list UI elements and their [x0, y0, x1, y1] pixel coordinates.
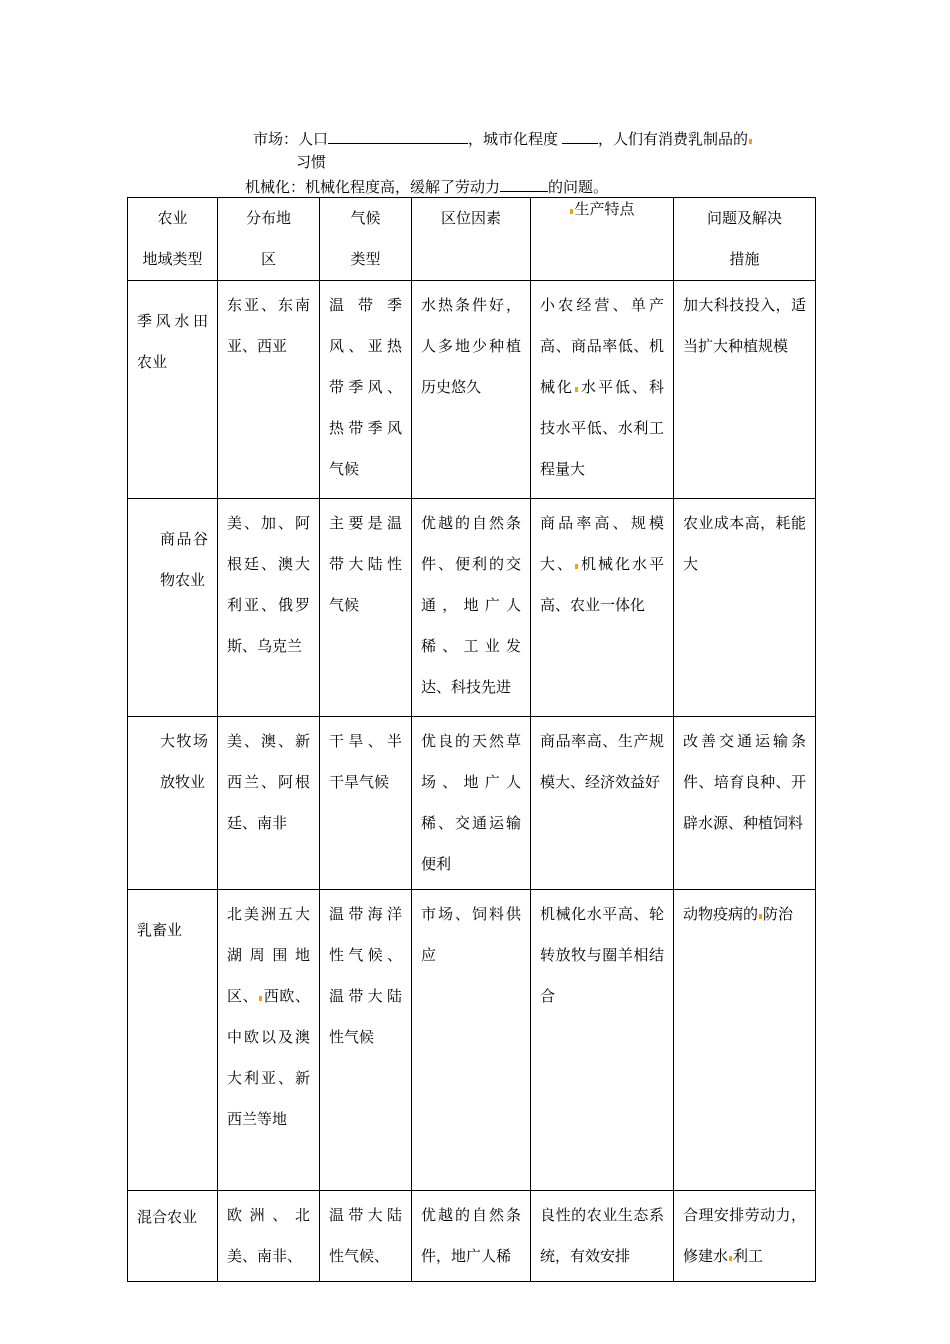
- cell-type: 商品谷物农业: [128, 499, 218, 717]
- cell-issues: 动物疫病的 防治: [674, 890, 816, 1191]
- cell-issues: 农业成本高，耗能大: [674, 499, 816, 717]
- marker-dot: [749, 139, 752, 144]
- table-row: [128, 1191, 816, 1282]
- cell-region: 美、加、阿根廷、澳大利亚、俄罗斯、乌克兰: [218, 499, 320, 717]
- cell-features: 商品率高、规模大、 机械化水平高、农业一体化: [531, 499, 674, 717]
- cell-factors: 市场、饲料供应: [412, 890, 531, 1191]
- marker-dot: [575, 387, 578, 392]
- blank-population: [328, 127, 468, 144]
- cell-type: 大牧场放牧业: [128, 717, 218, 890]
- table-row: [128, 717, 816, 890]
- cell-features: 商品率高、生产规模大、经济效益好: [531, 717, 674, 890]
- market-line: 市场：人口 ，城市化程度 ，人们有消费乳制品的: [253, 127, 753, 150]
- cell-region: 美、澳、新西兰、阿根廷、南非: [218, 717, 320, 890]
- cell-factors: 优越的自然条件，地广人稀: [412, 1191, 531, 1282]
- cell-climate: 干旱、半干旱气候: [320, 717, 412, 890]
- cell-features: 小农经营、单产高、商品率低、机械化 水平低、科技水平低、水利工程量大: [531, 281, 674, 499]
- cell-issues: 合理安排劳动力，修建水 利工: [674, 1191, 816, 1282]
- cell-features: 良性的农业生态系统，有效安排: [531, 1191, 674, 1282]
- table-row: [128, 890, 816, 1191]
- cell-region: 欧洲、北美、南非、: [218, 1191, 320, 1282]
- header-issues: 问题及解决 措施: [674, 198, 816, 281]
- cell-climate: 温带海洋性气候、温带大陆性气候: [320, 890, 412, 1191]
- table-row: [128, 499, 816, 717]
- cell-factors: 优越的自然条件、便利的交通，地广人稀、工业发达、科技先进: [412, 499, 531, 717]
- cell-type: 季风水田农业: [128, 281, 218, 499]
- marker-dot: [575, 564, 578, 569]
- cell-region: 北美洲五大湖周围地区、 西欧、中欧以及澳大利亚、新西兰等地: [218, 890, 320, 1191]
- header-region: 分布地 区: [218, 198, 320, 281]
- blank-labor: [500, 175, 548, 192]
- cell-climate: 温带季风、亚热带季风、热带季风气候: [320, 281, 412, 499]
- marker-dot: [759, 914, 762, 919]
- header-row: [128, 198, 816, 281]
- cell-factors: 优良的天然草场、地广人稀、交通运输便利: [412, 717, 531, 890]
- agriculture-table: [127, 197, 816, 1282]
- cell-issues: 改善交通运输条件、培育良种、开辟水源、种植饲料: [674, 717, 816, 890]
- cell-type: 乳畜业: [128, 890, 218, 1191]
- market-wrap-line: 习惯: [296, 153, 327, 171]
- marker-dot: [729, 1256, 732, 1261]
- cell-factors: 水热条件好，人多地少种植历史悠久: [412, 281, 531, 499]
- cell-issues: 加大科技投入，适当扩大种植规模: [674, 281, 816, 499]
- header-type: 农业 地域类型: [128, 198, 218, 281]
- marker-dot: [259, 996, 262, 1001]
- header-factors: 区位因素: [412, 198, 531, 281]
- cell-climate: 主要是温带大陆性气候: [320, 499, 412, 717]
- mechanization-line: 机械化：机械化程度高，缓解了劳动力 的问题。: [245, 175, 608, 198]
- header-climate: 气候 类型: [320, 198, 412, 281]
- cell-region: 东亚、东南亚、西亚: [218, 281, 320, 499]
- header-features: 生产特点: [531, 198, 674, 281]
- table-row: [128, 281, 816, 499]
- cell-type: 混合农业: [128, 1191, 218, 1282]
- cell-climate: 温带大陆性气候、: [320, 1191, 412, 1282]
- cell-features: 机械化水平高、轮转放牧与圈羊相结合: [531, 890, 674, 1191]
- blank-urbanization: [562, 127, 598, 144]
